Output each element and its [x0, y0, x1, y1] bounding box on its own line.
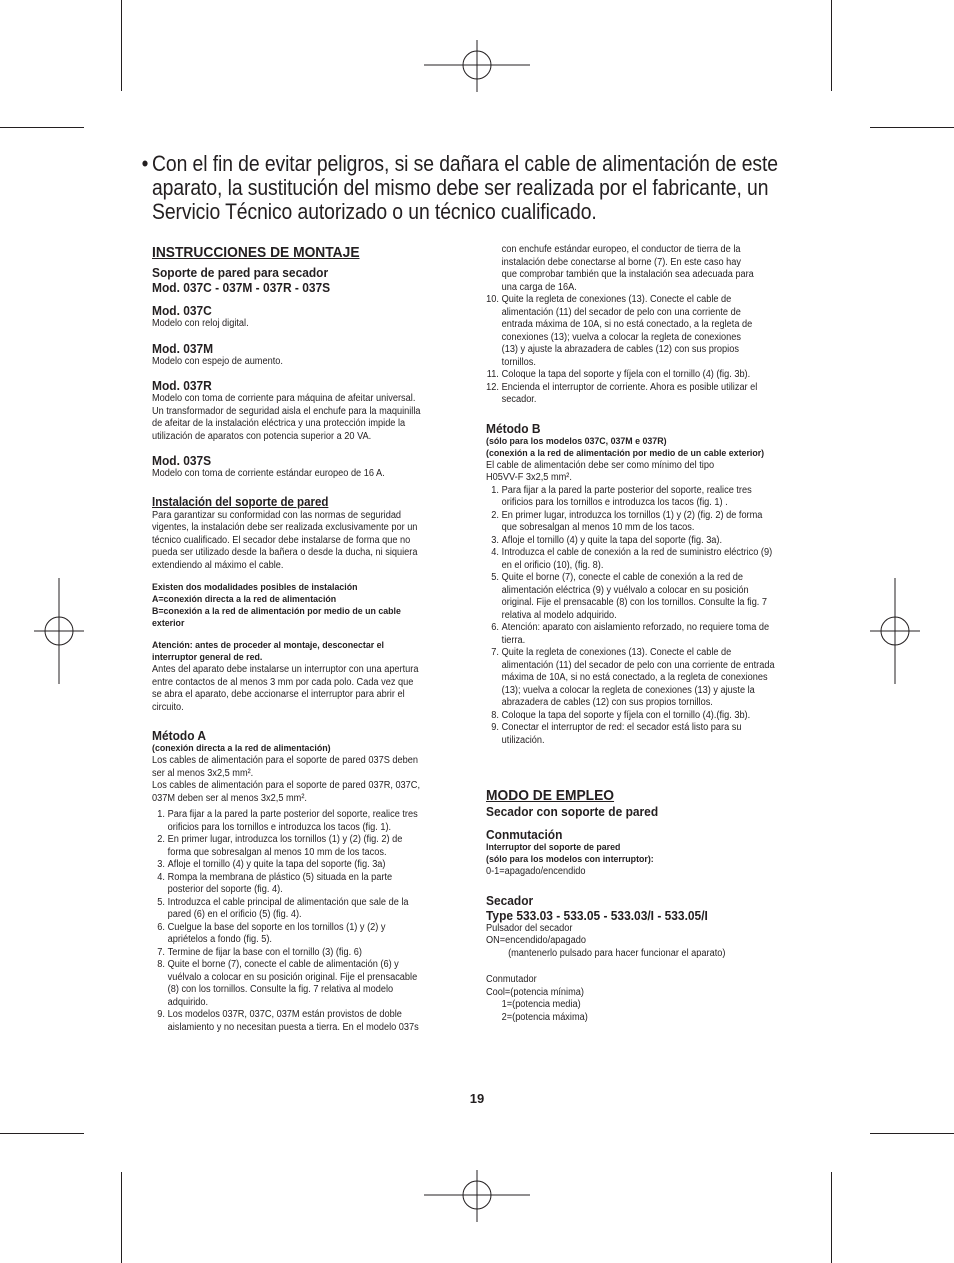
step-number: 5. — [491, 572, 499, 583]
mod-037r-line: Un transformador de seguridad aisla el enchufe para la maquinilla — [152, 405, 421, 417]
interruptor-line: Interruptor del soporte de pared — [486, 842, 621, 853]
metodo-b-steps — [486, 485, 799, 748]
step-item — [152, 922, 465, 947]
mod-037s-text: Modelo con toma de corriente estándar europeo de 16 A. — [152, 468, 385, 479]
modo-subtitle: Secador con soporte de pared — [486, 804, 659, 819]
metodo-b-line: H05VV-F 3x2,5 mm². — [486, 472, 572, 483]
step-line: Quite la regleta de conexiones (13). Conecte el cable de — [501, 647, 732, 658]
step-line: Para fijar a la pared la parte posterior del soporte, realice tres — [501, 484, 752, 496]
install-line: extendiendo al máximo el cable. — [152, 559, 284, 571]
mod-037r-line: Modelo con toma de corriente para máquina de afeitar universal. — [152, 393, 416, 404]
step-number: 8. — [491, 709, 499, 721]
step-line: abrazadera de cables (12) con sus propios tornillos. — [501, 697, 713, 708]
install-line: vigentes, la instalación debe ser realizada exclusivamente por un — [152, 522, 418, 533]
step-number: 8. — [157, 959, 165, 970]
attention-line: Atención: antes de proceder al montaje, desconectar el — [152, 640, 385, 651]
step-item — [486, 510, 799, 535]
install-modes-line: B=conexión a la red de alimentación por medio de un cable — [152, 606, 401, 617]
warning-line: Servicio Técnico autorizado o un técnico cualificado. — [152, 199, 597, 224]
install-line: técnico cualificado. El secador debe instalarse de forma que no — [152, 534, 411, 546]
install-after-line: entre contactos de al menos 3 mm por cada polo. Cada vez que — [152, 676, 414, 688]
secador-type: Type 533.03 - 533.05 - 533.03/I - 533.05/I — [486, 907, 708, 923]
step-line: (13) y ajuste la abrazadera de cables (12) con sus propios — [501, 344, 739, 355]
step-line: aislamiento y no necesitan puesta a tierra. En el modelo 037s — [167, 1021, 419, 1033]
crop-mark — [870, 1133, 954, 1134]
step-line: entrada máxima de 10A, si no está conectado, a la regleta de — [501, 319, 753, 330]
step-line: en el orificio (10), (fig. 8). — [501, 559, 604, 571]
attention-line: interruptor general de red. — [152, 652, 263, 663]
step-number: 4. — [157, 871, 165, 883]
step-line: En primer lugar, introduzca los tornillos (1) y (2) (fig. 2) de forma — [501, 509, 763, 521]
registration-mark-right — [870, 578, 920, 684]
section-title-modo-empleo: MODO DE EMPLEO — [486, 787, 615, 804]
step-line: alimentación (11) del secador de pelo con una corriente de — [501, 306, 741, 318]
warning-line: aparato, la sustitución del mismo debe ser realizada por el fabricante, un — [152, 175, 769, 200]
install-after-line: se abra el aparato, debe accionarse el interruptor para abrir el — [152, 689, 405, 700]
step-line: Cuelgue la base del soporte en los tornillos (1) y (2) y — [167, 921, 386, 933]
metodo-a-heading: Método A — [152, 728, 207, 743]
conmutador-line: Conmutador — [486, 974, 537, 985]
step-item — [486, 710, 799, 723]
step-number: 1. — [157, 809, 165, 820]
mod-037c-text: Modelo con reloj digital. — [152, 318, 249, 329]
step-line: (13); vuelva a colocar la regleta de conexiones (13) y ajuste la — [501, 684, 755, 696]
step-line: que sobresalgan al menos 10 mm de los tacos. — [501, 522, 695, 533]
install-line: pueda ser utilizado desde la bañera o desde la ducha, ni siquiera — [152, 547, 418, 558]
step-item — [486, 547, 799, 572]
pulsador-line: Pulsador del secador — [486, 922, 573, 934]
step-line: tornillos. — [501, 356, 536, 368]
step-line: forma que sobresalgan al menos 10 mm de los tacos. — [167, 846, 387, 858]
subtitle-models: Mod. 037C - 037M - 037R - 037S — [152, 280, 331, 295]
continuation-line: instalación debe conectarse al borne (7). En este caso hay — [501, 256, 741, 268]
step-line: máxima de 10A, si no está conectado, a la regleta de conexiones — [501, 672, 768, 683]
registration-mark-bottom — [424, 1170, 530, 1222]
step-number: 3. — [157, 859, 165, 870]
step-line: orificios para los tornillos e introduzca los tacos (fig. 1) . — [501, 497, 728, 508]
step-line: Coloque la tapa del soporte y fíjela con el tornillo (4).(fig. 3b). — [501, 709, 751, 721]
pulsador-line: ON=encendido/apagado — [486, 935, 587, 946]
step-line: Los modelos 037R, 037C, 037M están provistos de doble — [167, 1009, 402, 1020]
step-item — [152, 859, 465, 872]
step-number: 11. — [486, 369, 499, 380]
step-item — [486, 485, 799, 510]
mod-037m-text: Modelo con espejo de aumento. — [152, 355, 283, 367]
metodo-a-line: Los cables de alimentación para el soporte de pared 037S deben — [152, 755, 418, 766]
metodo-a-line: ser al menos 3x2,5 mm². — [152, 767, 254, 779]
crop-mark — [831, 0, 832, 91]
mod-037s-heading: Mod. 037S — [152, 453, 212, 468]
step-line: Quite la regleta de conexiones (13). Conecte el cable de — [501, 294, 732, 305]
step-item — [486, 722, 799, 747]
metodo-a-steps — [152, 809, 465, 1034]
step-number: 4. — [491, 547, 499, 558]
step-line: posterior del soporte (fig. 4). — [167, 884, 283, 895]
step-line: Conectar el interruptor de red: el secador está listo para su — [501, 722, 742, 733]
step-line: orificios para los tornillos e introduzca los tacos (fig. 1). — [167, 821, 392, 833]
left-column — [152, 244, 467, 1034]
install-after-line: Antes del aparato debe instalarse un interruptor con una apertura — [152, 664, 419, 675]
metodo-a-line: 037M deben ser al menos 3x2,5 mm². — [152, 792, 307, 804]
step-line: Afloje el tornillo (4) y quite la tapa del soporte (fig. 3a) — [167, 859, 386, 870]
step-line: Termine de fijar la base con el tornillo (3) (fig. 6) — [167, 946, 362, 958]
metodo-b-sub: (sólo para los modelos 037C, 037M e 037R) — [486, 435, 667, 447]
step-line: Atención: aparato con aislamiento reforzado, no requiere toma de — [501, 622, 770, 633]
step-number: 9. — [157, 1009, 165, 1020]
step-item — [486, 622, 799, 647]
metodo-a-sub: (conexión directa a la red de alimentación) — [152, 743, 331, 754]
step-item — [152, 834, 465, 859]
crop-mark — [121, 1172, 122, 1263]
step-line: Introduzca el cable principal de alimentación que sale de la — [167, 896, 409, 908]
step-item — [486, 369, 799, 382]
metodo-b-heading: Método B — [486, 420, 541, 436]
install-line: Para garantizar su conformidad con las normas de seguridad — [152, 509, 402, 521]
section-title-montaje: INSTRUCCIONES DE MONTAJE — [152, 244, 360, 261]
step-line: utilización. — [501, 734, 545, 746]
step-item — [152, 959, 465, 1009]
step-line: secador. — [501, 394, 537, 405]
subtitle: Soporte de pared para secador — [152, 265, 329, 280]
step-number: 9. — [491, 722, 499, 733]
interruptor-states: 0-1=apagado/encendido — [486, 866, 586, 877]
pulsador-line: (mantenerlo pulsado para hacer funcionar el aparato) — [508, 947, 726, 959]
metodo-b-line: El cable de alimentación debe ser como mínimo del tipo — [486, 459, 715, 471]
continuation-line: con enchufe estándar europeo, el conductor de tierra de la — [501, 244, 741, 255]
crop-mark — [831, 1172, 832, 1263]
install-heading: Instalación del soporte de pared — [152, 494, 329, 509]
step-number: 7. — [157, 946, 165, 958]
step-line: Rompa la membrana de plástico (5) situada en la parte — [167, 871, 393, 883]
step-line: original. Fije el prensacable (8) con los tornillos. Consulte la fig. 7 — [501, 597, 768, 608]
step-line: conexiones (13); vuelva a colocar la regleta de conexiones — [501, 331, 741, 343]
step-number: 5. — [157, 896, 165, 908]
step-item — [152, 1009, 465, 1034]
step-line: relativa al modelo adquirido. — [501, 609, 617, 621]
mod-037c-heading: Mod. 037C — [152, 303, 212, 318]
conmutador-line: 2=(potencia máxima) — [501, 1011, 588, 1023]
registration-mark-left — [34, 578, 84, 684]
step-line: pared (6) en el orificio (5) (fig. 4). — [167, 909, 302, 920]
step-item — [486, 647, 799, 710]
right-column — [486, 244, 806, 1024]
safety-warning — [141, 151, 778, 224]
step-number: 2. — [491, 509, 499, 521]
crop-mark — [0, 127, 84, 128]
step-number: 10. — [486, 294, 499, 305]
registration-mark-top — [424, 40, 530, 92]
step-line: Encienda el interruptor de corriente. Ahora es posible utilizar el — [501, 381, 758, 393]
step-line: (8) con los tornillos. Consulte la fig. 7 relativa al modelo — [167, 984, 394, 995]
step-item — [486, 535, 799, 548]
step-line: Introduzca el cable de conexión a la red de suministro eléctrico (9) — [501, 547, 773, 558]
crop-mark — [121, 0, 122, 91]
page-number: 19 — [469, 1091, 485, 1106]
step-line: Coloque la tapa del soporte y fíjela con el tornillo (4) (fig. 3b). — [501, 369, 751, 380]
step-line: alimentación (11) del secador de pelo con una corriente de entrada — [501, 659, 775, 671]
step-number: 12. — [486, 381, 499, 393]
step-line: apriételos a fondo (fig. 5). — [167, 934, 272, 945]
continuation-line: que comprobar también que la instalación sea adecuada para — [501, 269, 754, 280]
bullet: • — [141, 151, 149, 176]
install-modes-line: A=conexión directa a la red de alimentación — [152, 594, 337, 605]
step-item — [152, 897, 465, 922]
secador-heading: Secador — [486, 892, 534, 908]
step-item — [152, 872, 465, 897]
step-line: vuélvalo a colocar en su posición original. Fije el prensacable — [167, 971, 418, 983]
step-item — [486, 294, 799, 369]
interruptor-line: (sólo para los modelos con interruptor): — [486, 854, 654, 865]
step-number: 6. — [157, 921, 165, 933]
step-item — [486, 382, 799, 407]
step-number: 2. — [157, 834, 165, 845]
conmutacion-heading: Conmutación — [486, 827, 563, 842]
continuation-line: una carga de 16A. — [501, 281, 577, 293]
step-line: Quite el borne (7), conecte el cable de conexión a la red de — [501, 572, 744, 583]
step-number: 1. — [491, 484, 499, 496]
step-item — [486, 572, 799, 622]
crop-mark — [0, 1133, 84, 1134]
install-modes-line: Existen dos modalidades posibles de instalación — [152, 582, 358, 593]
crop-mark — [870, 127, 954, 128]
step-line: Para fijar a la pared la parte posterior del soporte, realice tres — [167, 809, 418, 820]
mod-037r-heading: Mod. 037R — [152, 378, 212, 393]
install-after-line: circuito. — [152, 701, 184, 713]
step-item — [152, 947, 465, 960]
warning-line: Con el fin de evitar peligros, si se dañara el cable de alimentación de este — [152, 151, 778, 176]
metodo-a-line: Los cables de alimentación para el soporte de pared 037R, 037C, — [152, 780, 421, 791]
conmutador-line: Cool=(potencia mínima) — [486, 986, 584, 998]
step-line: alimentación eléctrica (9) y vuélvalo a colocar en su posición — [501, 584, 749, 596]
mod-037m-heading: Mod. 037M — [152, 340, 214, 356]
step-line: En primer lugar, introduzca los tornillos (1) y (2) (fig. 2) de — [167, 834, 403, 845]
step-line: Afloje el tornillo (4) y quite la tapa del soporte (fig. 3a). — [501, 534, 723, 546]
step-number: 7. — [491, 647, 499, 658]
metodo-b-sub: (conexión a la red de alimentación por medio de un cable exterior) — [486, 447, 765, 459]
step-number: 6. — [491, 622, 499, 633]
mod-037r-line: utilización de aparatos con potencia superior a 20 VA. — [152, 430, 372, 442]
step-line: adquirido. — [167, 996, 209, 1008]
step-number: 3. — [491, 534, 499, 546]
conmutador-line: 1=(potencia media) — [501, 999, 581, 1010]
step-item — [152, 809, 465, 834]
step-line: Quite el borne (7), conecte el cable de alimentación (6) y — [167, 959, 399, 970]
mod-037r-line: de afeitar de la instalación eléctrica y una protección impide la — [152, 418, 406, 429]
metodo-a-steps-cont — [486, 294, 799, 407]
install-modes-line: exterior — [152, 618, 185, 629]
step-line: tierra. — [501, 634, 526, 646]
